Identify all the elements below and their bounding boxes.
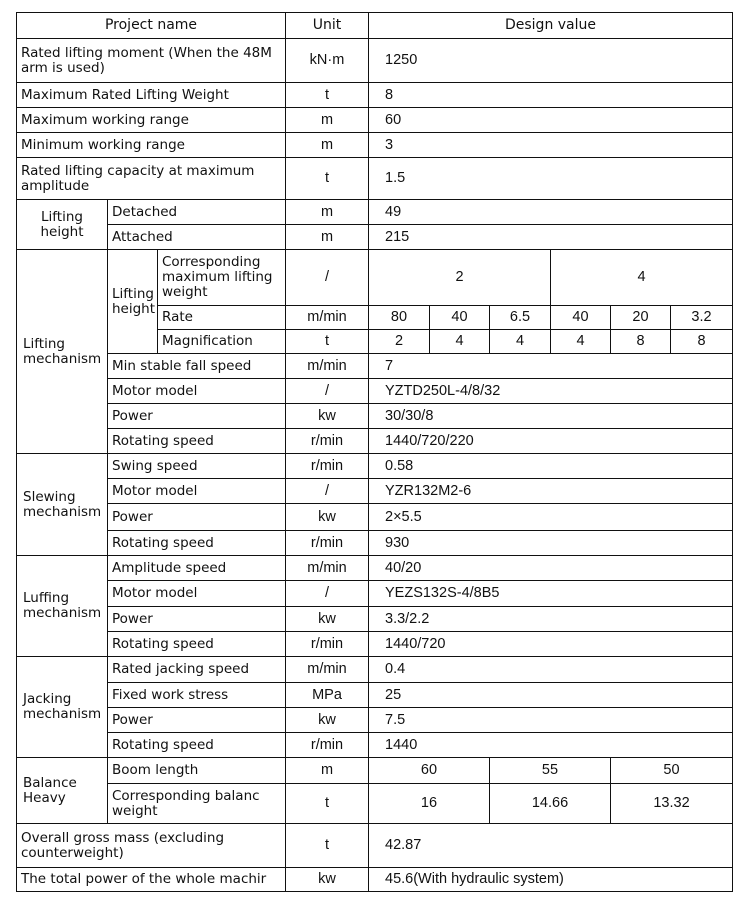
table-row bbox=[17, 758, 733, 784]
header-unit: Unit bbox=[286, 13, 369, 39]
table-row bbox=[17, 39, 733, 83]
row-value: 30/30/8 bbox=[369, 404, 733, 429]
row-label: The total power of the whole machir bbox=[17, 868, 286, 892]
row-unit: MPa bbox=[286, 683, 369, 708]
row-unit: m bbox=[286, 133, 369, 158]
rate-value: 3.2 bbox=[671, 306, 733, 330]
group-lifting-height: Lifting height bbox=[17, 200, 108, 250]
row-value: 40/20 bbox=[369, 556, 733, 581]
row-value: 1.5 bbox=[369, 158, 733, 200]
row-value: 8 bbox=[369, 83, 733, 108]
row-label: Maximum working range bbox=[17, 108, 286, 133]
row-label: Detached bbox=[108, 200, 286, 225]
row-unit: m/min bbox=[286, 556, 369, 581]
row-value: 3.3/2.2 bbox=[369, 607, 733, 632]
row-value: 3 bbox=[369, 133, 733, 158]
row-value: 7.5 bbox=[369, 708, 733, 733]
row-unit: / bbox=[286, 250, 369, 306]
table-row bbox=[17, 225, 733, 250]
table-row bbox=[17, 479, 733, 504]
table-row bbox=[17, 200, 733, 225]
subgroup-lifting-height: Lifting height bbox=[108, 250, 158, 354]
row-label: Rated lifting capacity at maximum amplitude bbox=[17, 158, 286, 200]
row-unit: r/min bbox=[286, 454, 369, 479]
table-row bbox=[17, 504, 733, 531]
boom-length-value: 55 bbox=[490, 758, 611, 784]
row-value: 1440 bbox=[369, 733, 733, 758]
magnification-value: 2 bbox=[369, 330, 430, 354]
row-value: 1440/720/220 bbox=[369, 429, 733, 454]
boom-length-value: 50 bbox=[611, 758, 733, 784]
row-unit: / bbox=[286, 379, 369, 404]
table-row bbox=[17, 784, 733, 824]
group-luffing-mechanism: Luffing mechanism bbox=[17, 556, 108, 657]
row-value: 2×5.5 bbox=[369, 504, 733, 531]
row-label: Rotating speed bbox=[108, 733, 286, 758]
group-lifting-mechanism: Lifting mechanism bbox=[17, 250, 108, 454]
row-value: 1250 bbox=[369, 39, 733, 83]
row-label: Rate bbox=[158, 306, 286, 330]
magnification-value: 4 bbox=[551, 330, 611, 354]
row-value: 42.87 bbox=[369, 824, 733, 868]
rate-value: 40 bbox=[551, 306, 611, 330]
row-value: 60 bbox=[369, 108, 733, 133]
row-label: Fixed work stress bbox=[108, 683, 286, 708]
row-label: Power bbox=[108, 404, 286, 429]
corr-weight-value-2: 4 bbox=[551, 250, 733, 306]
row-unit: m/min bbox=[286, 354, 369, 379]
row-label: Rated jacking speed bbox=[108, 657, 286, 683]
corr-weight-value-1: 2 bbox=[369, 250, 551, 306]
magnification-value: 8 bbox=[611, 330, 671, 354]
row-unit: / bbox=[286, 479, 369, 504]
table-row bbox=[17, 868, 733, 892]
row-unit: t bbox=[286, 824, 369, 868]
balance-weight-value: 14.66 bbox=[490, 784, 611, 824]
row-unit: kw bbox=[286, 404, 369, 429]
row-value: YZTD250L-4/8/32 bbox=[369, 379, 733, 404]
row-unit: t bbox=[286, 784, 369, 824]
row-label: Rotating speed bbox=[108, 531, 286, 556]
header-design: Design value bbox=[369, 13, 733, 39]
header-row bbox=[17, 13, 733, 39]
table-row bbox=[17, 556, 733, 581]
row-label: Rotating speed bbox=[108, 429, 286, 454]
table-row bbox=[17, 250, 733, 306]
row-value: YEZS132S-4/8B5 bbox=[369, 581, 733, 607]
table-row bbox=[17, 683, 733, 708]
row-value: 215 bbox=[369, 225, 733, 250]
table-row bbox=[17, 657, 733, 683]
table-row bbox=[17, 632, 733, 657]
row-label: Motor model bbox=[108, 581, 286, 607]
row-unit: t bbox=[286, 158, 369, 200]
row-unit: m/min bbox=[286, 306, 369, 330]
row-unit: r/min bbox=[286, 429, 369, 454]
row-unit: r/min bbox=[286, 632, 369, 657]
table-row bbox=[17, 379, 733, 404]
row-unit: / bbox=[286, 581, 369, 607]
row-unit: t bbox=[286, 330, 369, 354]
row-label: Boom length bbox=[108, 758, 286, 784]
table-row bbox=[17, 708, 733, 733]
header-project: Project name bbox=[17, 13, 286, 39]
row-unit: kw bbox=[286, 868, 369, 892]
row-unit: r/min bbox=[286, 733, 369, 758]
row-unit: kw bbox=[286, 607, 369, 632]
row-label: Minimum working range bbox=[17, 133, 286, 158]
magnification-value: 4 bbox=[430, 330, 490, 354]
row-label: Maximum Rated Lifting Weight bbox=[17, 83, 286, 108]
row-value: YZR132M2-6 bbox=[369, 479, 733, 504]
balance-weight-value: 16 bbox=[369, 784, 490, 824]
spec-table bbox=[16, 12, 733, 892]
row-label: Min stable fall speed bbox=[108, 354, 286, 379]
table-row bbox=[17, 581, 733, 607]
row-value: 0.4 bbox=[369, 657, 733, 683]
rate-value: 20 bbox=[611, 306, 671, 330]
table-row bbox=[17, 354, 733, 379]
row-unit: kw bbox=[286, 504, 369, 531]
table-row bbox=[17, 531, 733, 556]
row-value: 0.58 bbox=[369, 454, 733, 479]
table-row bbox=[17, 158, 733, 200]
row-unit: m bbox=[286, 108, 369, 133]
row-label: Power bbox=[108, 504, 286, 531]
row-label: Amplitude speed bbox=[108, 556, 286, 581]
rate-value: 40 bbox=[430, 306, 490, 330]
table-row bbox=[17, 824, 733, 868]
row-label: Overall gross mass (excluding counterweight) bbox=[17, 824, 286, 868]
table-row bbox=[17, 404, 733, 429]
boom-length-value: 60 bbox=[369, 758, 490, 784]
rate-value: 80 bbox=[369, 306, 430, 330]
row-label: Swing speed bbox=[108, 454, 286, 479]
row-unit: m bbox=[286, 758, 369, 784]
row-label: Power bbox=[108, 607, 286, 632]
row-value: 45.6(With hydraulic system) bbox=[369, 868, 733, 892]
magnification-value: 4 bbox=[490, 330, 551, 354]
row-label: Motor model bbox=[108, 479, 286, 504]
row-label: Attached bbox=[108, 225, 286, 250]
row-value: 49 bbox=[369, 200, 733, 225]
table-row bbox=[17, 133, 733, 158]
row-unit: r/min bbox=[286, 531, 369, 556]
row-unit: m bbox=[286, 200, 369, 225]
row-value: 25 bbox=[369, 683, 733, 708]
row-unit: m bbox=[286, 225, 369, 250]
row-value: 930 bbox=[369, 531, 733, 556]
row-label: Magnification bbox=[158, 330, 286, 354]
row-label: Rated lifting moment (When the 48M arm is used) bbox=[17, 39, 286, 83]
table-row bbox=[17, 607, 733, 632]
group-jacking-mechanism: Jacking mechanism bbox=[17, 657, 108, 758]
row-unit: t bbox=[286, 83, 369, 108]
table-row bbox=[17, 454, 733, 479]
row-unit: m/min bbox=[286, 657, 369, 683]
row-label: Corresponding maximum lifting weight bbox=[158, 250, 286, 306]
rate-value: 6.5 bbox=[490, 306, 551, 330]
group-slewing-mechanism: Slewing mechanism bbox=[17, 454, 108, 556]
table-row bbox=[17, 83, 733, 108]
row-label: Power bbox=[108, 708, 286, 733]
row-value: 7 bbox=[369, 354, 733, 379]
row-label: Rotating speed bbox=[108, 632, 286, 657]
magnification-value: 8 bbox=[671, 330, 733, 354]
table-row bbox=[17, 108, 733, 133]
row-unit: kw bbox=[286, 708, 369, 733]
row-unit: kN·m bbox=[286, 39, 369, 83]
table-row bbox=[17, 429, 733, 454]
table-row bbox=[17, 733, 733, 758]
row-label: Motor model bbox=[108, 379, 286, 404]
row-value: 1440/720 bbox=[369, 632, 733, 657]
group-balance-heavy: Balance Heavy bbox=[17, 758, 108, 824]
balance-weight-value: 13.32 bbox=[611, 784, 733, 824]
row-label: Corresponding balanc weight bbox=[108, 784, 286, 824]
